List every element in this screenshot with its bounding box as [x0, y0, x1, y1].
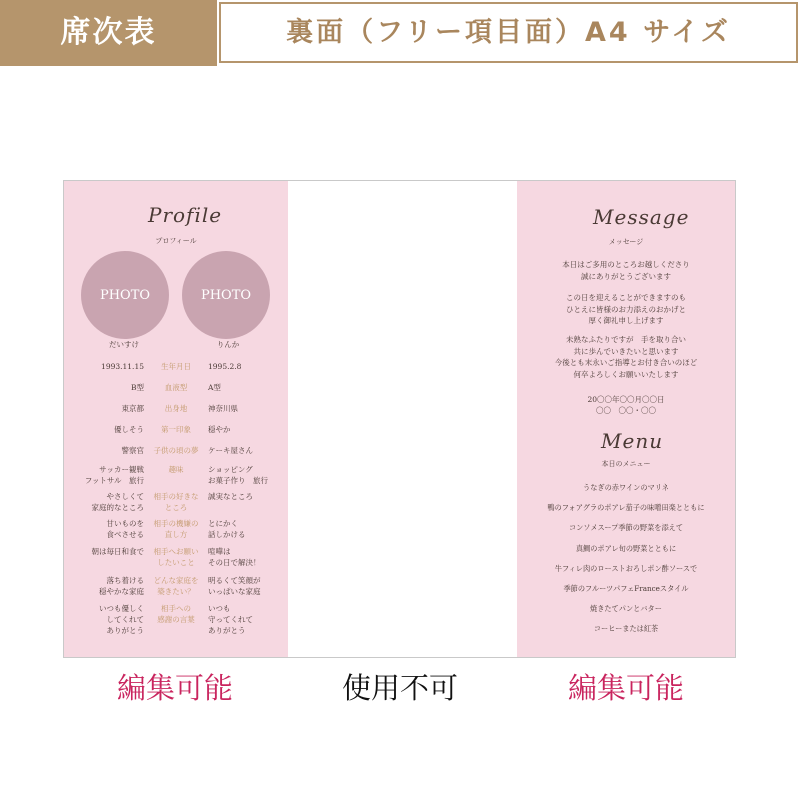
couple-names-line: 〇〇 〇〇・〇〇	[596, 406, 656, 415]
groom-answer: いつも優しく してくれて ありがとう	[99, 604, 144, 635]
menu-item: コンソメスープ季節の野菜を添えて	[568, 523, 684, 533]
bride-answer: いつも 守ってくれて ありがとう	[208, 604, 253, 635]
profile-question-label: 趣味	[168, 465, 184, 474]
message-paragraph-2: この日を迎えることができますのも ひとえに皆様のお力添えのおかげと 厚く御礼申し上げます	[566, 293, 686, 325]
profile-question-label: どんな家庭を 築きたい？	[153, 576, 199, 596]
message-paragraph-3: 未熟なふたりですが 手を取り合い 共に歩んでいきたいと思います 今後とも末永いご指導とお付き合いのほど 何卒よろしくお願いいたします	[554, 335, 698, 379]
profile-panel[interactable]	[64, 181, 288, 657]
groom-answer: 落ち着ける 穏やかな家庭	[99, 576, 144, 596]
profile-question-label: 相手へお願い したいこと	[153, 547, 199, 567]
groom-answer: 警察官	[121, 446, 144, 455]
menu-item: 焼きたてパンとバター	[590, 604, 662, 614]
message-paragraph-1: 本日はご多用のところお越しくださり 誠にありがとうございます	[562, 260, 690, 281]
bride-name: りんか	[216, 340, 240, 349]
menu-item: コーヒーまたは紅茶	[593, 624, 659, 634]
menu-item: うなぎの赤ワインのマリネ	[583, 483, 669, 492]
bride-answer: 穏やか	[208, 425, 231, 434]
profile-question-label: 子供の頃の夢	[153, 446, 199, 455]
groom-answer: 1993.11.15	[101, 362, 144, 371]
bride-answer: A型	[208, 383, 221, 392]
bride-answer: とにかく 話しかける	[208, 519, 246, 539]
menu-item: 真鯛のポアレ旬の野菜とともに	[575, 543, 677, 553]
page-title: 裏面（フリー項目面）A4 サイズ	[219, 2, 798, 63]
bride-answer: 1995.2.8	[208, 362, 242, 371]
menu-item: 鴨のフォアグラのポアレ茄子の味噌田楽とともに	[547, 503, 705, 513]
seating-chart-back-sheet	[63, 180, 736, 658]
groom-answer: 朝は毎日和食で	[91, 547, 144, 556]
groom-answer: 甘いものを 食べさせる	[106, 519, 144, 539]
profile-question-label: 相手への 感謝の言葉	[157, 604, 195, 624]
right-panel-caption: 編集可能	[567, 671, 684, 705]
bride-photo-placeholder[interactable]: PHOTO	[182, 251, 270, 339]
groom-photo-placeholder[interactable]: PHOTO	[81, 251, 169, 339]
bride-answer: 明るくて笑顔が いっぱいな家庭	[208, 576, 261, 596]
profile-question-label: 生年月日	[161, 362, 191, 371]
menu-item: 牛フィレ肉のローストおろしポン酢ソースで	[554, 563, 698, 573]
groom-name: だいすけ	[109, 340, 139, 349]
groom-answer: 東京都	[121, 404, 144, 413]
bride-answer: 喧嘩は その日で解決！	[208, 547, 261, 567]
message-menu-panel[interactable]	[517, 181, 735, 657]
profile-script-heading: Profile	[148, 203, 223, 227]
groom-answer: やさしくて 家庭的なところ	[91, 492, 144, 512]
bride-answer: ケーキ屋さん	[208, 446, 253, 455]
left-panel-caption: 編集可能	[116, 671, 233, 705]
profile-question-label: 出身地	[164, 404, 188, 413]
profile-question-label: 第一印象	[161, 425, 191, 434]
profile-question-label: 相手の機嫌の 直し方	[153, 519, 199, 539]
bride-answer: 神奈川県	[208, 404, 238, 413]
message-subheading: メッセージ	[608, 238, 644, 246]
category-tag: 席次表	[0, 0, 217, 66]
profile-subheading: プロフィール	[155, 237, 197, 245]
menu-script-heading: Menu	[601, 429, 664, 453]
profile-question-label: 血液型	[164, 383, 188, 392]
unusable-panel	[288, 181, 517, 657]
groom-answer: B型	[130, 383, 144, 392]
menu-subheading: 本日のメニュー	[601, 460, 651, 468]
groom-answer: 優しそう	[114, 425, 144, 434]
menu-item: 季節のフルーツパフェFranceスタイル	[563, 584, 689, 593]
page-header	[0, 0, 800, 66]
groom-answer: サッカー観戦 フットサル 旅行	[84, 465, 144, 485]
bride-answer: 誠実なところ	[208, 492, 253, 501]
profile-question-label: 相手の好きな ところ	[153, 492, 199, 512]
date-line: 20〇〇年〇〇月〇〇日	[587, 395, 665, 404]
middle-panel-caption: 使用不可	[341, 671, 458, 705]
bride-answer: ショッピング お菓子作り 旅行	[208, 465, 268, 485]
message-script-heading: Message	[593, 205, 690, 229]
